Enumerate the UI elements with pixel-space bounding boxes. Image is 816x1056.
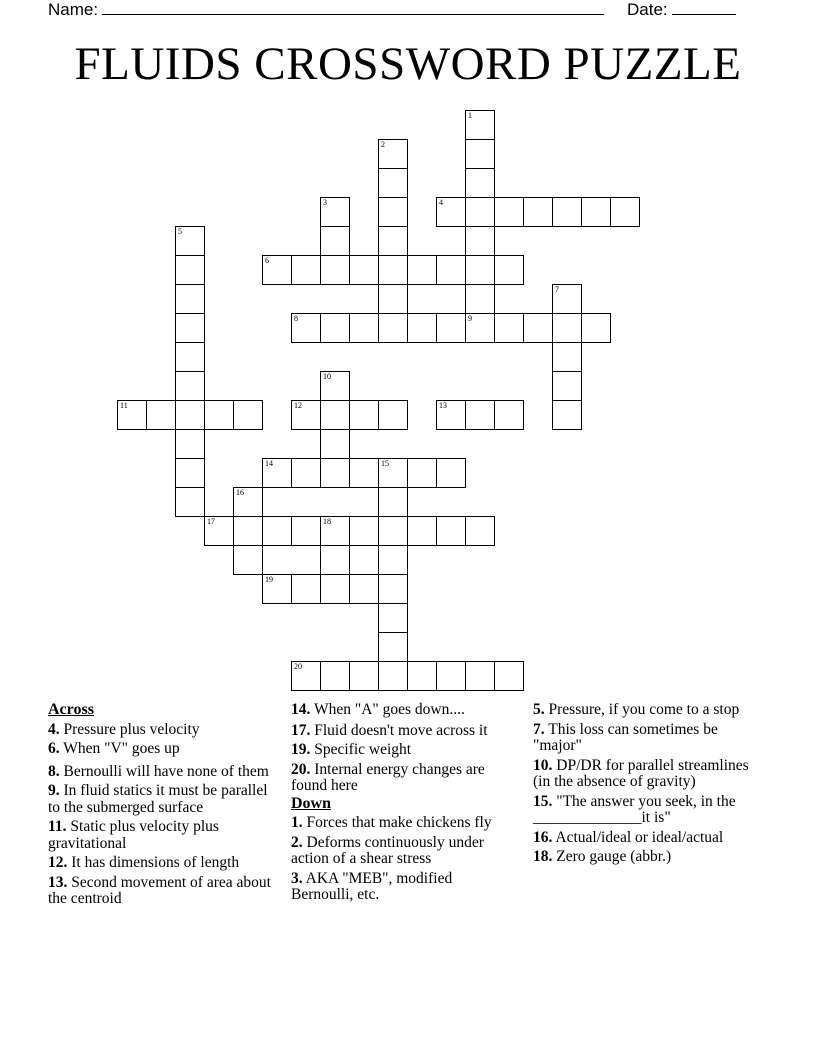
grid-cell[interactable]	[378, 313, 408, 343]
grid-cell[interactable]	[291, 313, 321, 343]
clue-across-17	[291, 723, 513, 740]
clue-text: Fluid doesn't move across it	[314, 721, 488, 739]
grid-cell[interactable]	[233, 545, 263, 575]
clue-number: 4.	[48, 720, 60, 738]
grid-cell[interactable]	[349, 400, 379, 430]
clue-number: 2.	[291, 833, 303, 851]
grid-cell[interactable]	[378, 284, 408, 314]
clue-number: 20.	[291, 760, 311, 778]
clue-across-11	[48, 819, 276, 852]
grid-cell[interactable]	[291, 574, 321, 604]
clue-down-2	[291, 835, 513, 868]
grid-cell[interactable]	[291, 661, 321, 691]
clue-number: 8.	[48, 762, 60, 780]
clue-number: 15.	[533, 792, 553, 810]
clue-text: Internal energy changes are found here	[291, 760, 485, 794]
clue-number-label: 5	[178, 227, 182, 236]
grid-cell[interactable]	[320, 197, 350, 227]
grid-cell[interactable]	[378, 661, 408, 691]
across-heading: Across	[48, 701, 94, 718]
clue-number-label: 10	[323, 372, 331, 381]
clue-text: Static plus velocity plus gravitational	[48, 818, 219, 852]
grid-cell[interactable]	[320, 429, 350, 459]
clue-number: 10.	[533, 756, 553, 774]
clue-text: Second movement of area about the centroid	[48, 873, 271, 907]
grid-cell[interactable]	[320, 516, 350, 546]
clue-number: 12.	[48, 854, 68, 871]
grid-cell[interactable]	[494, 661, 524, 691]
grid-cell[interactable]	[320, 545, 350, 575]
clue-number: 13.	[48, 873, 68, 891]
clue-number-label: 11	[120, 401, 128, 410]
grid-cell[interactable]	[175, 400, 205, 430]
clue-across-4	[48, 722, 276, 739]
clue-across-6	[48, 741, 276, 758]
grid-cell[interactable]	[320, 313, 350, 343]
grid-cell[interactable]	[233, 487, 263, 517]
grid-cell[interactable]	[349, 661, 379, 691]
grid-cell[interactable]	[407, 661, 437, 691]
grid-cell[interactable]	[407, 313, 437, 343]
grid-cell[interactable]	[320, 574, 350, 604]
clue-number-label: 17	[207, 517, 215, 526]
clue-text: When "V" goes up	[63, 740, 180, 757]
clue-number-label: 19	[265, 575, 273, 584]
clue-text: Forces that make chickens fly	[306, 814, 492, 831]
clue-number: 14.	[291, 701, 311, 718]
grid-cell[interactable]	[233, 400, 263, 430]
grid-cell[interactable]	[378, 168, 408, 198]
clue-number-label: 12	[294, 401, 302, 410]
grid-cell[interactable]	[320, 661, 350, 691]
grid-cell[interactable]	[378, 603, 408, 633]
grid-cell[interactable]	[291, 400, 321, 430]
grid-cell[interactable]	[117, 400, 147, 430]
grid-cell[interactable]	[349, 574, 379, 604]
clue-across-12	[48, 855, 276, 872]
grid-cell[interactable]	[523, 197, 553, 227]
grid-cell[interactable]	[465, 313, 495, 343]
clue-text: This loss can sometimes be "major"	[533, 720, 718, 754]
grid-cell[interactable]	[581, 313, 611, 343]
grid-cell[interactable]	[378, 139, 408, 169]
grid-cell[interactable]	[320, 255, 350, 285]
grid-cell[interactable]	[436, 313, 466, 343]
clue-number: 17.	[291, 721, 311, 739]
grid-cell[interactable]	[552, 197, 582, 227]
grid-cell[interactable]	[552, 371, 582, 401]
clue-number-label: 4	[439, 198, 443, 207]
name-label: Name:	[48, 0, 99, 19]
clue-down-7	[533, 722, 761, 755]
grid-cell[interactable]	[378, 226, 408, 256]
clues-column-3	[533, 702, 761, 869]
grid-cell[interactable]	[262, 458, 292, 488]
grid-cell[interactable]	[581, 197, 611, 227]
grid-cell[interactable]	[175, 371, 205, 401]
grid-cell[interactable]	[320, 400, 350, 430]
grid-cell[interactable]	[378, 545, 408, 575]
grid-cell[interactable]	[378, 487, 408, 517]
clue-text: When "A" goes down....	[313, 701, 465, 718]
grid-cell[interactable]	[494, 255, 524, 285]
clue-text: Actual/ideal or ideal/actual	[555, 828, 724, 846]
grid-cell[interactable]	[465, 400, 495, 430]
clue-number-label: 18	[323, 517, 331, 526]
grid-cell[interactable]	[378, 197, 408, 227]
clue-text: Pressure plus velocity	[63, 720, 200, 738]
clue-number: 19.	[291, 741, 311, 758]
grid-cell[interactable]	[465, 139, 495, 169]
grid-cell[interactable]	[552, 342, 582, 372]
grid-cell[interactable]	[175, 284, 205, 314]
grid-cell[interactable]	[349, 313, 379, 343]
clue-number: 9.	[48, 782, 60, 799]
clues-column-2	[291, 702, 513, 907]
grid-cell[interactable]	[465, 168, 495, 198]
grid-cell[interactable]	[262, 255, 292, 285]
clue-down-18	[533, 849, 761, 866]
clue-across-20	[291, 762, 513, 795]
grid-cell[interactable]	[175, 226, 205, 256]
grid-cell[interactable]	[494, 400, 524, 430]
clue-number: 16.	[533, 828, 553, 846]
grid-cell[interactable]	[291, 516, 321, 546]
grid-cell[interactable]	[378, 516, 408, 546]
grid-cell[interactable]	[378, 255, 408, 285]
grid-cell[interactable]	[523, 313, 553, 343]
clue-number-label: 14	[265, 459, 273, 468]
grid-cell[interactable]	[494, 197, 524, 227]
clue-number-label: 7	[555, 285, 559, 294]
grid-cell[interactable]	[436, 661, 466, 691]
clue-text: AKA "MEB", modified Bernoulli, etc.	[291, 869, 453, 903]
clue-text: Deforms continuously under action of a shear stress	[291, 833, 484, 867]
grid-cell[interactable]	[175, 487, 205, 517]
grid-cell[interactable]	[436, 516, 466, 546]
grid-cell[interactable]	[291, 255, 321, 285]
clue-number-label: 13	[439, 401, 447, 410]
clue-text: In fluid statics it must be parallel to the submerged surface	[48, 782, 268, 816]
clue-text: "The answer you seek, in the ______________it is"	[533, 792, 736, 826]
grid-cell[interactable]	[552, 284, 582, 314]
grid-cell[interactable]	[175, 313, 205, 343]
clue-number-label: 1	[468, 111, 472, 120]
grid-cell[interactable]	[436, 197, 466, 227]
grid-cell[interactable]	[465, 516, 495, 546]
grid-cell[interactable]	[349, 255, 379, 285]
grid-cell[interactable]	[436, 458, 466, 488]
clue-down-3	[291, 871, 513, 904]
clue-down-5	[533, 702, 761, 719]
grid-cell[interactable]	[552, 313, 582, 343]
date-label: Date:	[627, 0, 668, 19]
grid-cell[interactable]	[320, 458, 350, 488]
clue-across-19	[291, 742, 513, 759]
grid-cell[interactable]	[349, 516, 379, 546]
grid-cell[interactable]	[320, 226, 350, 256]
grid-cell[interactable]	[378, 574, 408, 604]
grid-cell[interactable]	[291, 458, 321, 488]
clue-text: Pressure, if you come to a stop	[548, 701, 740, 718]
grid-cell[interactable]	[175, 342, 205, 372]
clue-down-16	[533, 830, 761, 847]
grid-cell[interactable]	[378, 458, 408, 488]
grid-cell[interactable]	[262, 574, 292, 604]
grid-cell[interactable]	[465, 197, 495, 227]
clue-text: It has dimensions of length	[71, 854, 240, 871]
grid-cell[interactable]	[204, 400, 234, 430]
clue-number: 5.	[533, 701, 545, 718]
grid-cell[interactable]	[320, 371, 350, 401]
down-heading: Down	[291, 794, 332, 812]
clue-number: 6.	[48, 740, 60, 757]
clue-number-label: 2	[381, 140, 385, 149]
clue-down-10	[533, 758, 761, 791]
clue-across-13	[48, 875, 276, 908]
grid-cell[interactable]	[175, 429, 205, 459]
grid-cell[interactable]	[262, 516, 292, 546]
grid-cell[interactable]	[465, 226, 495, 256]
grid-cell[interactable]	[552, 400, 582, 430]
grid-cell[interactable]	[436, 255, 466, 285]
clue-number: 3.	[291, 869, 303, 887]
grid-cell[interactable]	[465, 255, 495, 285]
clue-number: 1.	[291, 814, 303, 831]
clue-number-label: 9	[468, 314, 472, 323]
grid-cell[interactable]	[349, 458, 379, 488]
grid-cell[interactable]	[465, 661, 495, 691]
clue-across-14	[291, 702, 513, 719]
clue-down-1	[291, 815, 513, 832]
grid-cell[interactable]	[494, 313, 524, 343]
grid-cell[interactable]	[465, 284, 495, 314]
grid-cell[interactable]	[175, 458, 205, 488]
clue-number: 18.	[533, 848, 553, 865]
page-title: FLUIDS CROSSWORD PUZZLE	[74, 38, 742, 90]
grid-cell[interactable]	[204, 516, 234, 546]
grid-cell[interactable]	[378, 400, 408, 430]
clue-down-15	[533, 794, 761, 827]
grid-cell[interactable]	[175, 255, 205, 285]
clue-across-8	[48, 764, 276, 781]
clue-number-label: 6	[265, 256, 269, 265]
clue-number-label: 16	[236, 488, 244, 497]
clue-number-label: 20	[294, 662, 302, 671]
grid-cell[interactable]	[436, 400, 466, 430]
grid-cell[interactable]	[146, 400, 176, 430]
grid-cell[interactable]	[407, 255, 437, 285]
clue-number-label: 8	[294, 314, 298, 323]
clue-number: 11.	[48, 818, 67, 835]
clue-across-9	[48, 783, 276, 816]
clue-number-label: 3	[323, 198, 327, 207]
clue-number: 7.	[533, 720, 545, 738]
grid-cell[interactable]	[378, 632, 408, 662]
clue-text: Specific weight	[314, 741, 412, 758]
clues-column-1	[48, 702, 276, 911]
grid-cell[interactable]	[610, 197, 640, 227]
clue-text: DP/DR for parallel streamlines (in the absence of gravity)	[533, 756, 749, 790]
grid-cell[interactable]	[407, 516, 437, 546]
clue-text: Bernoulli will have none of them	[63, 762, 269, 780]
clue-text: Zero gauge (abbr.)	[556, 848, 672, 865]
grid-cell[interactable]	[465, 110, 495, 140]
grid-cell[interactable]	[407, 458, 437, 488]
clue-number-label: 15	[381, 459, 389, 468]
grid-cell[interactable]	[233, 516, 263, 546]
